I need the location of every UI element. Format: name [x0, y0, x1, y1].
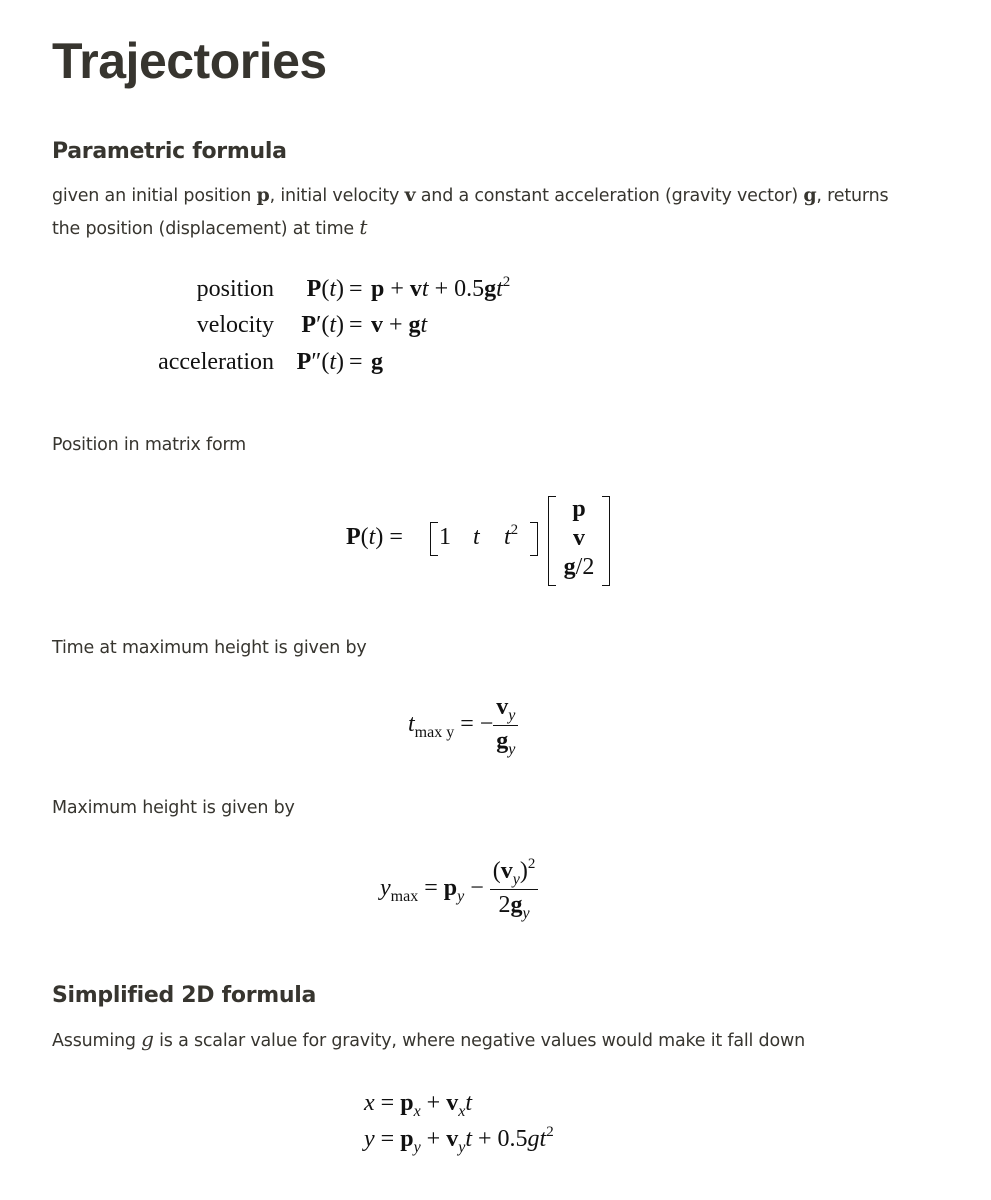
heading-parametric-formula: Parametric formula [52, 139, 287, 164]
max-time-label: Time at maximum height is given by [52, 638, 367, 658]
heading-simplified-2d-formula: Simplified 2D formula [52, 983, 317, 1008]
equation-tag: acceleration [158, 349, 274, 375]
equation-lhs: P″(t) [296, 349, 344, 375]
simplified-intro-text-2: is a scalar value for gravity, where negative values would make it fall down [153, 1031, 805, 1051]
max-height-equation: $y_{max} = p_y$ − $\frac{(v_y)^2}{2g_y}$ [380, 856, 538, 923]
symbol-p: p [256, 184, 270, 206]
motion-equations: P(t) = p + vt + $0.5gt^2$ position P′(t) = v + gt velocity P″(t) = g acceleration [274, 276, 694, 386]
max-time-equation: $t_{max y}$ = − $\frac{v_y}{g_y}$ [408, 692, 518, 759]
matrix-form-label: Position in matrix form [52, 435, 247, 455]
symbol-g-scalar: g [141, 1027, 154, 1051]
max-height-label: Maximum height is given by [52, 798, 295, 818]
simplified-equations [364, 1090, 624, 1170]
page-title: Trajectories [52, 33, 327, 89]
symbol-t: t [359, 215, 368, 239]
symbol-v: v [404, 184, 416, 206]
column-vector: p v g/2 [548, 496, 610, 586]
intro-text-4: , returns [816, 186, 889, 206]
intro-text-1: given an initial position [52, 186, 257, 206]
intro-text-2: , initial velocity [269, 186, 405, 206]
symbol-g: g [803, 184, 817, 206]
intro-paragraph [52, 180, 942, 245]
simplified-intro-paragraph [52, 1024, 805, 1057]
equation-lhs: P′(t) [301, 312, 344, 338]
intro-text-5: the position (displacement) at time [52, 219, 360, 239]
equation-x: $x = p_x + v_xt$ [364, 1090, 472, 1120]
equation-tag: position [196, 276, 274, 302]
intro-text-3: and a constant acceleration (gravity vector) [415, 186, 804, 206]
row-vector: 1 t $t^2$ [430, 522, 538, 556]
simplified-intro-text-1: Assuming [52, 1031, 142, 1051]
equation-tag: velocity [196, 312, 274, 338]
equation-lhs: P(t) [306, 276, 344, 302]
equation-y: $y = p_y + v_yt + 0.5gt^2$ [364, 1124, 554, 1156]
